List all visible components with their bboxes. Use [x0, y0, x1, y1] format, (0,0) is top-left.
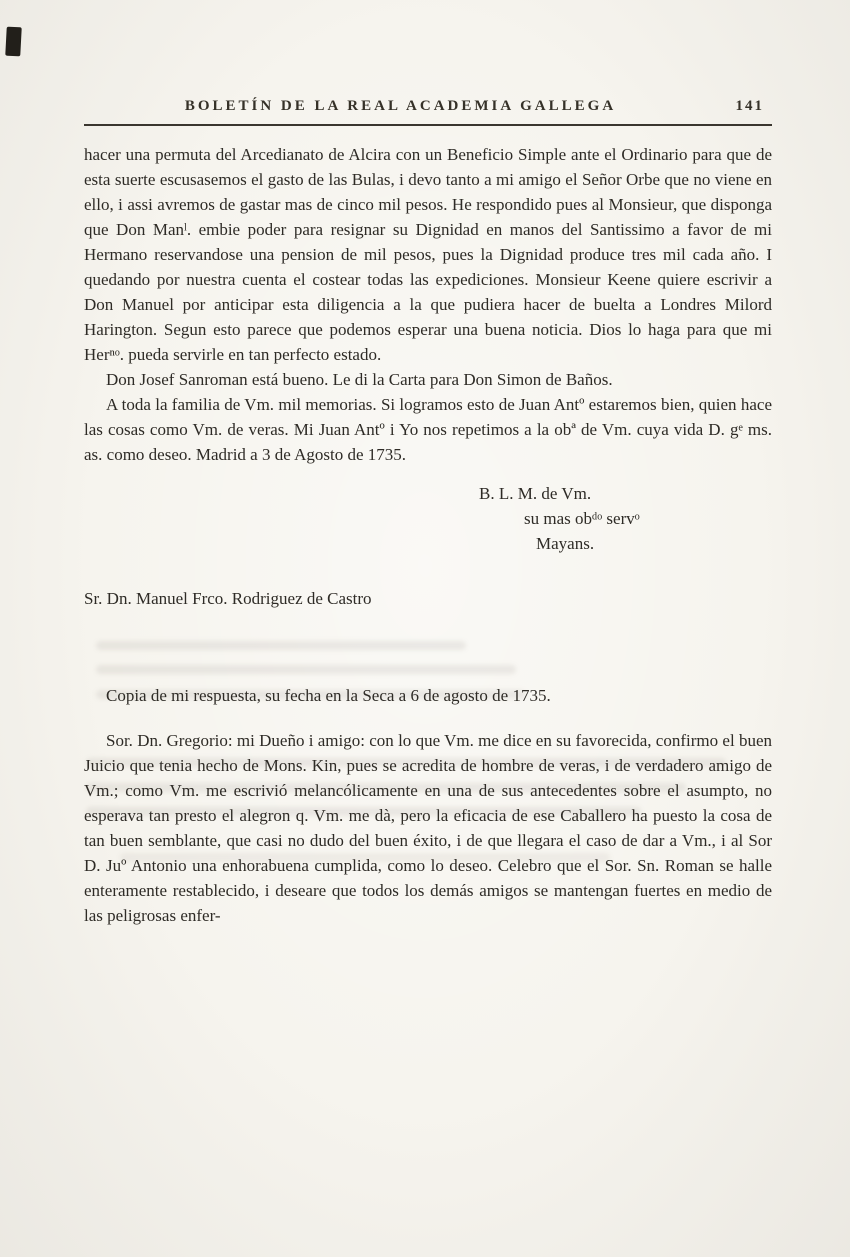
page-scan — [84, 98, 772, 928]
valediction-line: B. L. M. de Vm. — [479, 484, 592, 503]
closing-line: su mas obᵈᵒ servᵒ — [524, 509, 640, 528]
signature-block — [84, 481, 772, 556]
reply-paragraph: Sor. Dn. Gregorio: mi Dueño i amigo: con lo que Vm. me dice en su favorecida, confirmo el buen Juicio que tenia hecho de Mons. Kin, pues se acredita de hombre de veras, i de verdadero amigo de Vm.; como Vm. me escrivió melancólicamente en una de sus antecedentes sobre el asumpto, no esperava tan presto el alegron q. Vm. me dà, pero la eficacia de ese Caballero ha puesto la cosa de tan buen semblante, que casi no dudo del buen éxito, i de que llegara el caso de dar a Vm., i al Sor D. Juº Antonio una enhorabuena cumplida, como lo deseo. Celebro que el Sor. Sn. Roman se halle enteramente restablecido, i deseare que todos los demás amigos se mantengan fuertes en medio de las peligrosas enfer- — [84, 731, 772, 925]
addressee-line: Sr. Dn. Manuel Frco. Rodriguez de Castro — [84, 589, 372, 608]
letter-body — [84, 142, 772, 928]
journal-title: BOLETÍN DE LA REAL ACADEMIA GALLEGA — [184, 98, 617, 114]
page-number: 141 — [735, 98, 764, 114]
letter-paragraph: Don Josef Sanroman está bueno. Le di la Carta para Don Simon de Baños. — [106, 370, 613, 389]
letter-paragraph: A toda la familia de Vm. mil memorias. Si logramos esto de Juan Antº estaremos bien, quien hace las cosas como Vm. de veras. Mi Juan Antº i Yo nos repetimos a la obª de Vm. cuya vida D. gᵉ ms. as. como deseo. Madrid a 3 de Agosto de 1735. — [84, 395, 772, 464]
page-header — [84, 98, 772, 126]
signature-name: Mayans. — [536, 534, 595, 553]
letter-paragraph: hacer una permuta del Arcedianato de Alcira con un Beneficio Simple ante el Ordinario para que de esta suerte escusasemos el gasto de las Bulas, i devo tanto a mi amigo el Señor Orbe que no viene en ello, i assi avremos de gastar mas de cinco mil pesos. He respondido pues al Monsieur, que disponga que Don Manˡ. embie poder para resignar su Dignidad en manos del Santissimo a favor de mi Hermano reservandose una pension de mil pesos, pues la Dignidad produce tres mil cada año. I quedando por nuestra cuenta el costear todas las expediciones. Monsieur Keene quiere escrivir a Don Manuel por anticipar esta diligencia a la que pudiera hacer de buelta a Londres Milord Harington. Segun esto parece que podemos esperar una buena noticia. Dios lo haga para que mi Herⁿᵒ. pueda servirle en tan perfecto estado. — [84, 145, 772, 364]
reply-heading: Copia de mi respuesta, su fecha en la Seca a 6 de agosto de 1735. — [106, 686, 551, 705]
scan-artifact — [5, 27, 21, 57]
